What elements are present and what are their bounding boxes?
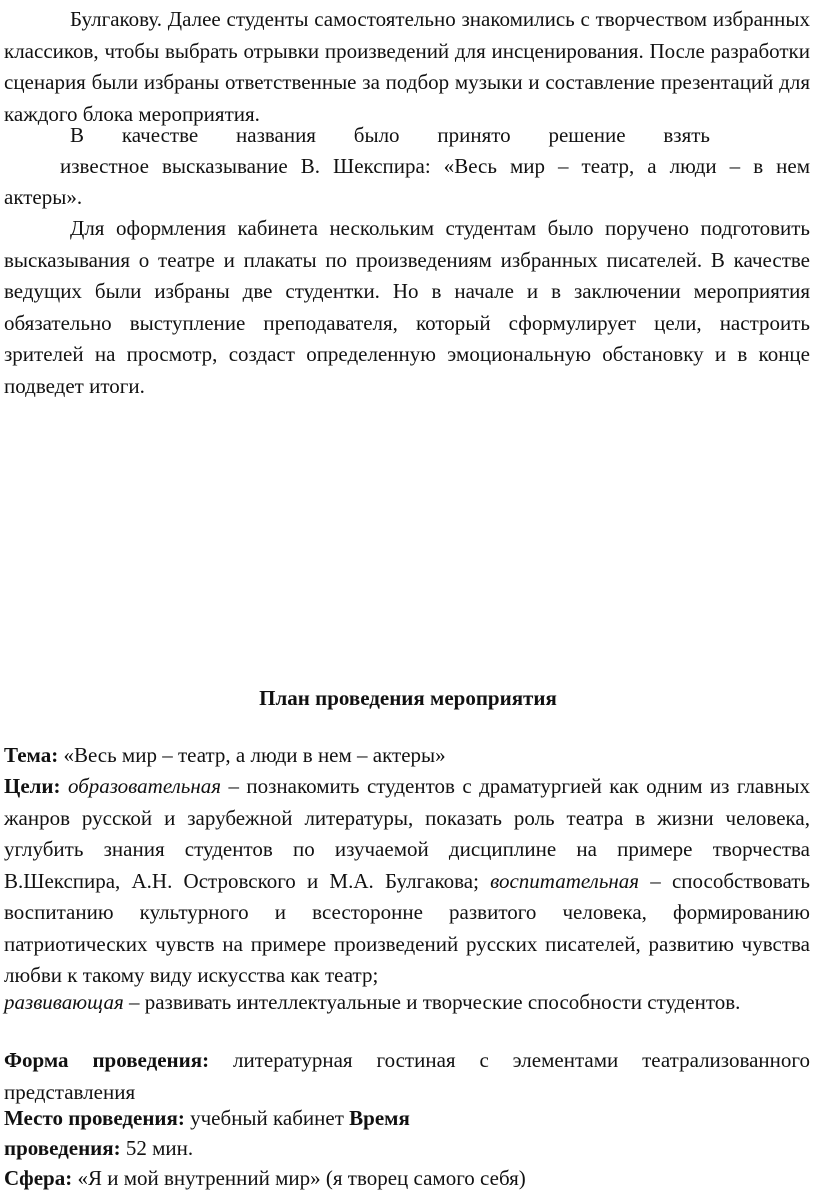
intro-paragraph-2-line-3: актеры». [4,185,83,209]
time-label-part-1: Время [349,1106,410,1130]
time-label-part-2: проведения: [4,1136,121,1160]
goal-developing-paragraph [4,987,810,1019]
place-line [4,1103,810,1135]
theme-label: Тема: [4,743,59,767]
goal-developing-text: – развивать интеллектуальные и творческие способности студентов. [123,990,741,1014]
sphere-value: «Я и мой внутренний мир» (я творец самого себя) [72,1166,526,1190]
time-line [4,1133,810,1165]
goals-paragraph [4,771,810,992]
form-paragraph [4,1045,810,1108]
sphere-line [4,1163,810,1195]
theme-value: «Весь мир – театр, а люди в нем – актеры» [58,743,446,767]
goal-educational-name: образовательная [67,774,222,798]
form-label: Форма проведения: [4,1048,210,1072]
time-value: 52 мин. [120,1136,194,1160]
goal-educational-text: – познакомить студентов с драматургией как одним из главных жанров русской и зарубежной литературы, показать роль театра в жизни человека, углубить знания студентов по изучаемой дисциплине на примере творчества В.Шекспира, А.Н. Островского и М.А. Булгакова; [4,774,811,893]
intro-paragraph-2-line-2: известное высказывание В. Шекспира: «Весь мир – театр, а люди – в нем [60,154,810,178]
sphere-label: Сфера: [4,1166,73,1190]
goal-upbringing-text: – способствовать воспитанию культурного и всесторонне развитого человека, формированию патриотических чувств на примере произведений русских писателей, развитию чувства любви к такому виду искусства как театр; [4,868,811,987]
plan-title: План проведения мероприятия [259,686,557,710]
place-label: Место проведения: [4,1106,185,1130]
intro-paragraph-2-line-1: В качестве названия было принято решение взять [70,123,710,147]
theme-line [4,740,810,772]
goal-upbringing-name: воспитательная [490,868,640,893]
form-value: литературная гостиная с элементами театрализованного представления [4,1048,810,1104]
intro-paragraph-1: Булгакову. Далее студенты самостоятельно знакомились с творчеством избранных классиков, чтобы выбрать отрывки произведений для инсценирования. После разработки сценария были избраны ответственные за подбор музыки и составление презентаций для каждого блока мероприятия. [4,7,810,126]
goals-label: Цели: [4,774,61,798]
place-value: учебный кабинет [184,1106,350,1130]
goal-developing-name: развивающая [4,990,124,1014]
intro-paragraph-3: Для оформления кабинета нескольким студентам было поручено подготовить высказывания о театре и плакаты по произведениям избранных писателей. В качестве ведущих были избраны две студентки. Но в начале и в заключении мероприятия обязательно выступление преподавателя, который сформулирует цели, настроить зрителей на просмотр, создаст определенную эмоциональную обстановку и в конце подведет итоги. [4,216,810,398]
